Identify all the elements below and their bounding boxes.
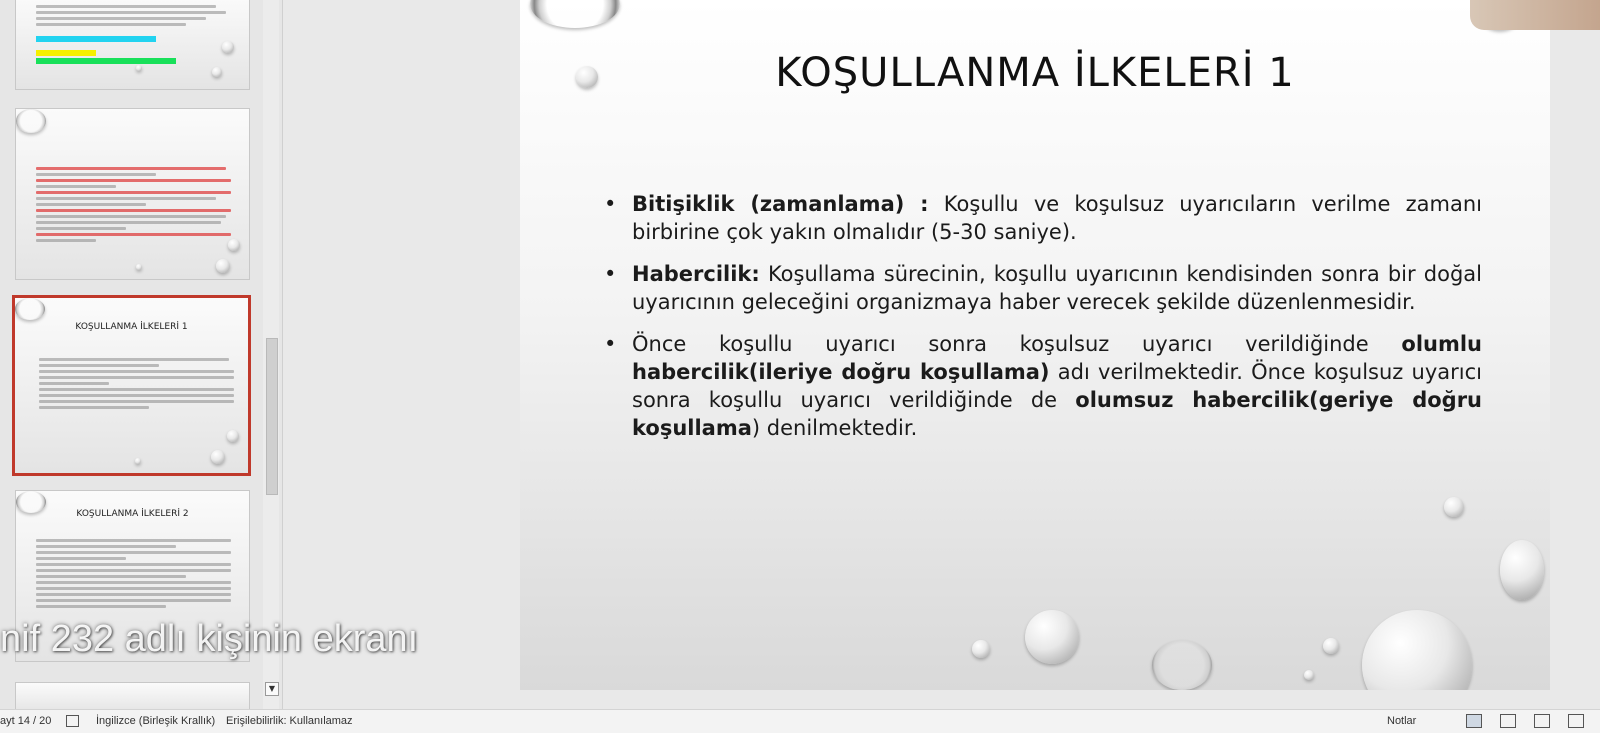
reading-view-icon[interactable] (1534, 714, 1550, 728)
status-bar (0, 709, 1600, 733)
water-drop-decoration (1444, 497, 1464, 517)
slideshow-view-icon[interactable] (1568, 714, 1584, 728)
slide-counter[interactable]: ayt 14 / 20 (0, 715, 52, 727)
spellcheck-icon[interactable] (66, 715, 85, 727)
water-drop-decoration (1500, 540, 1544, 600)
water-drop-decoration (972, 640, 990, 658)
slide-sorter-view-icon[interactable] (1500, 714, 1516, 728)
slide-thumbnail-13[interactable] (15, 0, 250, 90)
slide-thumbnail-14-selected[interactable] (12, 295, 251, 476)
water-drop-decoration (1323, 638, 1339, 654)
scrollbar-thumb[interactable] (266, 338, 278, 495)
normal-view-icon[interactable] (1466, 714, 1482, 728)
water-drop-decoration (1304, 670, 1314, 680)
slide-title: KOŞULLANMA İLKELERİ 1 (775, 50, 1295, 96)
slide-body (604, 190, 1482, 456)
accessibility-indicator[interactable]: Erişilebilirlik: Kullanılamaz (226, 715, 353, 727)
thumbnail-title: KOŞULLANMA İLKELERİ 1 (75, 322, 188, 332)
water-drop-decoration (1025, 610, 1079, 664)
water-drop-decoration (530, 0, 620, 28)
slide-canvas[interactable] (520, 0, 1550, 690)
water-drop-decoration (1362, 610, 1472, 690)
screen-share-caption: nif 232 adlı kişinin ekranı (0, 618, 419, 660)
bullet-bitisiklik: • Bitişiklik (zamanlama) : Koşullu ve koşulsuz uyarıcıların verilme zamanı birbirine çok yakın olmalıdır (5-30 saniye). (604, 190, 1482, 246)
slide-thumbnail-pane[interactable] (0, 0, 283, 709)
bullet-once-kosullu: • Önce koşullu uyarıcı sonra koşulsuz uyarıcı verildiğinde olumlu habercilik(ileriye doğru koşullama) adı verilmektedir. Önce koşulsuz uyarıcı sonra koşullu uyarıcı verildiğinde de olumsuz habercilik(geriye doğru koşullama) denilmektedir. (604, 330, 1482, 442)
thumbnail-title: KOŞULLANMA İLKELERİ 2 (76, 509, 189, 519)
notes-button[interactable]: Notlar (1387, 715, 1417, 727)
bullet-habercilik: • Habercilik: Koşullama sürecinin, koşullu uyarıcının kendisinden sonra bir doğal uyarıcının geleceğini organizmaya haber verecek şekilde düzenlenmesidir. (604, 260, 1482, 316)
thumbnail-scrollbar[interactable] (263, 0, 279, 709)
language-indicator[interactable]: İngilizce (Birleşik Krallık) (96, 715, 216, 727)
webcam-overlay (1470, 0, 1600, 30)
scroll-down-arrow-icon[interactable]: ▼ (265, 682, 279, 696)
slide-thumbnail-13b[interactable] (15, 108, 250, 280)
water-drop-decoration (1152, 640, 1212, 690)
